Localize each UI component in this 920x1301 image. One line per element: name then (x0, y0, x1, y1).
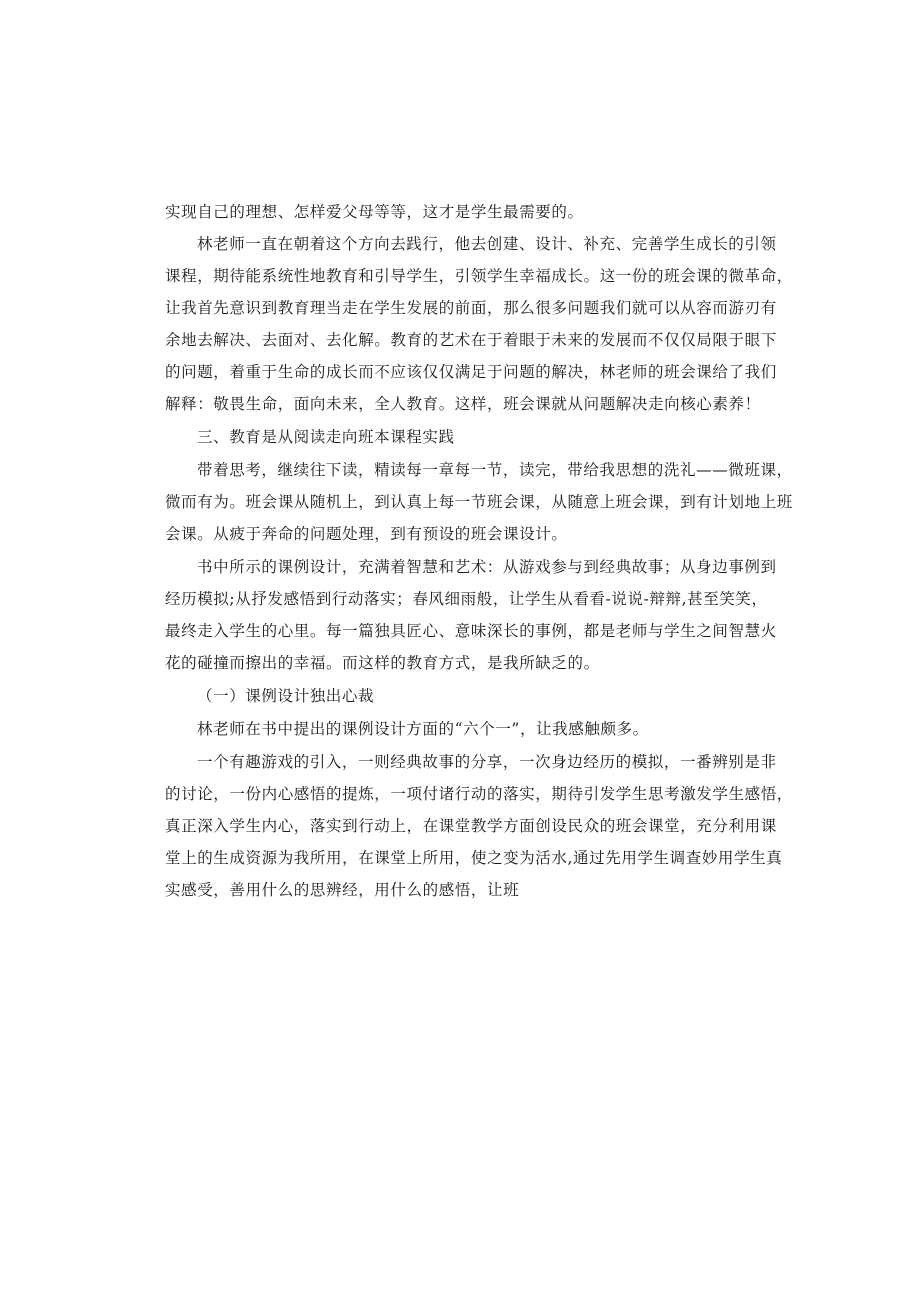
text-line: 书中所示的课例设计，充满着智慧和艺术：从游戏参与到经典故事；从身边事例到 (197, 558, 777, 576)
text-line: 林老师在书中提出的课例设计方面的“六个一”，让我感触颇多。 (197, 720, 649, 738)
text-line: 林老师一直在朝着这个方向去践行，他去创建、设计、补充、完善学生成长的引领 (197, 235, 777, 253)
text-line: 让我首先意识到教育理当走在学生发展的前面，那么很多问题我们就可以从容而游刃有 (165, 299, 777, 317)
text-line: 实现自己的理想、怎样爱父母等等，这才是学生最需要的。 (165, 203, 584, 221)
text-line: 堂上的生成资源为我所用，在课堂上所用，使之变为活水,通过先用学生调查妙用学生真 (165, 849, 783, 867)
subsection-heading: （一）课例设计独出心裁 (197, 687, 375, 705)
text-line: 会课。从疲于奔命的问题处理，到有预设的班会课设计。 (165, 525, 568, 543)
text-line: 最终走入学生的心里。每一篇独具匠心、意味深长的事例，都是老师与学生之间智慧火 (165, 622, 777, 640)
text-line: 微而有为。班会课从随机上，到认真上每一节班会课，从随意上班会课，到有计划地上班 (165, 493, 793, 511)
text-line: 课程，期待能系统性地教育和引导学生，引领学生幸福成长。这一份的班会课的微革命， (165, 267, 793, 285)
text-line: 花的碰撞而擦出的幸福。而这样的教育方式，是我所缺乏的。 (165, 654, 600, 672)
text-line: 的问题，着重于生命的成长而不应该仅仅满足于问题的解决，林老师的班会课给了我们 (165, 363, 777, 381)
text-line: 带着思考，继续往下读，精读每一章每一节，读完，带给我思想的洗礼——微班课， (197, 461, 793, 479)
text-line: 余地去解决、去面对、去化解。教育的艺术在于着眼于未来的发展而不仅仅局限于眼下 (165, 331, 777, 349)
text-line: 的讨论，一份内心感悟的提炼，一项付诸行动的落实，期待引发学生思考激发学生感悟， (165, 785, 793, 803)
text-line: 实感受，善用什么的思辨经，用什么的感悟，让班 (165, 881, 520, 899)
text-line: 解释：敬畏生命，面向未来，全人教育。这样，班会课就从问题解决走向核心素养！ (165, 395, 761, 413)
section-heading: 三、教育是从阅读走向班本课程实践 (197, 428, 455, 446)
text-line: 一个有趣游戏的引入，一则经典故事的分享，一次身边经历的模拟，一番辨别是非 (197, 753, 777, 771)
text-line: 经历模拟;从抒发感悟到行动落实；春风细雨般，让学生从看看-说说-辩辩,甚至笑笑， (165, 590, 768, 608)
text-line: 真正深入学生内心，落实到行动上，在课堂教学方面创设民众的班会课堂，充分利用课 (165, 817, 777, 835)
